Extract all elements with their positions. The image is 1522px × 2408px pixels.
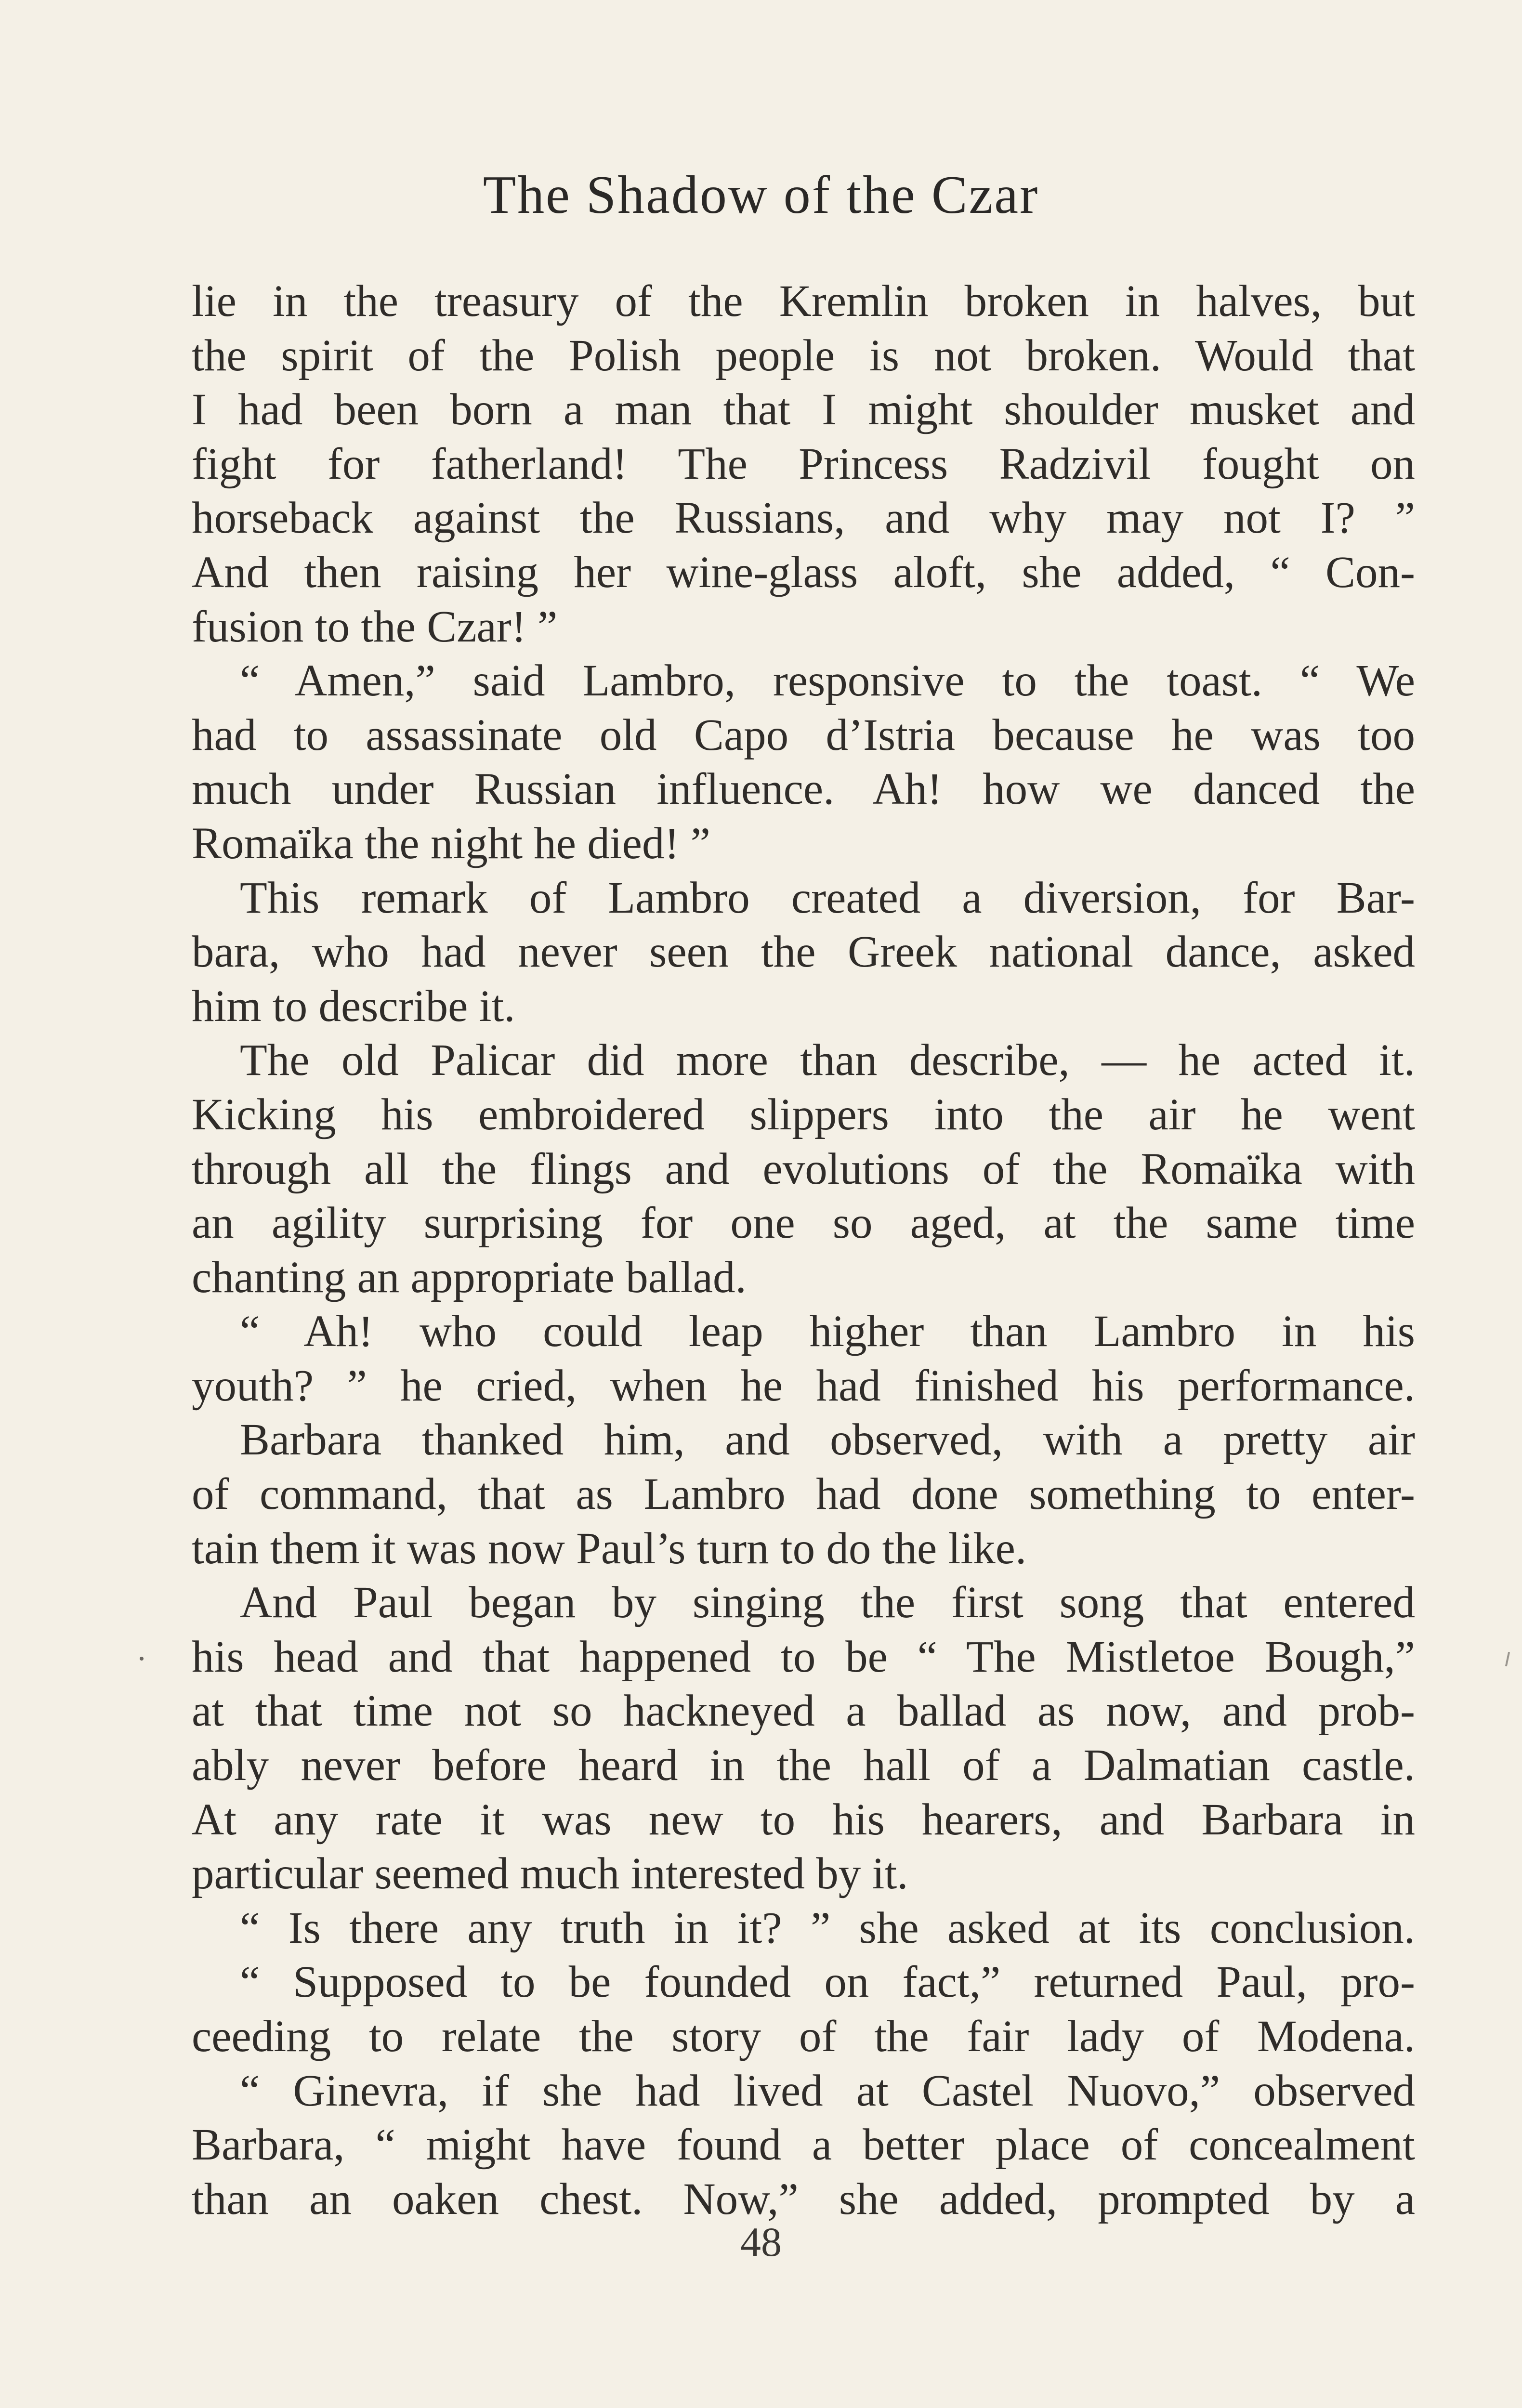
text-line: youth? ” he cried, when he had finished his performance. [192,1361,1415,1411]
text-line: the spirit of the Polish people is not broken. Would that [192,330,1415,380]
page-number: 48 [740,2219,782,2265]
text-line: At any rate it was new to his hearers, and Barbara in [192,1794,1415,1845]
text-line: through all the flings and evolutions of the Romaïka with [192,1144,1415,1194]
text-line: Barbara thanked him, and observed, with a pretty air [240,1415,1415,1465]
text-line: lie in the treasury of the Kremlin broken in halves, but [192,276,1415,326]
text-line: bara, who had never seen the Greek national dance, asked [192,927,1415,977]
text-line: “ Amen,” said Lambro, responsive to the toast. “ We [240,656,1415,706]
text-line: than an oaken chest. Now,” she added, prompted by a [192,2174,1415,2224]
text-line: “ Supposed to be founded on fact,” returned Paul, pro- [240,1957,1415,2007]
text-line: much under Russian influence. Ah! how we danced the [192,764,1415,814]
text-line: fight for fatherland! The Princess Radzivil fought on [192,439,1415,489]
text-line: “ Ah! who could leap higher than Lambro in his [240,1307,1415,1357]
text-line: particular seemed much interested by it. [192,1849,908,1899]
text-line: tain them it was now Paul’s turn to do the like. [192,1523,1027,1573]
text-line: him to describe it. [192,981,515,1031]
text-line: chanting an appropriate ballad. [192,1252,747,1302]
margin-mark [140,1657,144,1661]
text-line: at that time not so hackneyed a ballad as now, and prob- [192,1686,1415,1736]
text-line: And then raising her wine-glass aloft, she added, “ Con- [192,547,1415,597]
text-line: “ Is there any truth in it? ” she asked at its conclusion. [240,1903,1415,1953]
text-line: fusion to the Czar! ” [192,602,558,652]
text-line: I had been born a man that I might shoulder musket and [192,385,1415,435]
text-line: Barbara, “ might have found a better place of concealment [192,2120,1415,2170]
text-line: The old Palicar did more than describe, — he acted it. [240,1035,1415,1086]
text-line: “ Ginevra, if she had lived at Castel Nuovo,” observed [240,2066,1415,2116]
margin-mark [1505,1652,1510,1666]
running-title: The Shadow of the Czar [483,165,1039,225]
text-line: ceeding to relate the story of the fair lady of Modena. [192,2012,1415,2061]
text-line: an agility surprising for one so aged, at the same time [192,1198,1415,1248]
text-line: of command, that as Lambro had done something to enter- [192,1469,1415,1519]
text-line: horseback against the Russians, and why may not I? ” [192,493,1415,543]
text-line: ably never before heard in the hall of a Dalmatian castle. [192,1741,1415,1791]
text-line: had to assassinate old Capo d’Istria because he was too [192,710,1415,760]
body-text [192,275,1415,2226]
text-line: Kicking his embroidered slippers into the air he went [192,1089,1415,1139]
text-line: This remark of Lambro created a diversion, for Bar- [240,873,1415,923]
text-line: his head and that happened to be “ The Mistletoe Bough,” [192,1632,1415,1682]
text-line: And Paul began by singing the first song that entered [240,1578,1415,1628]
text-line: Romaïka the night he died! ” [192,818,710,868]
